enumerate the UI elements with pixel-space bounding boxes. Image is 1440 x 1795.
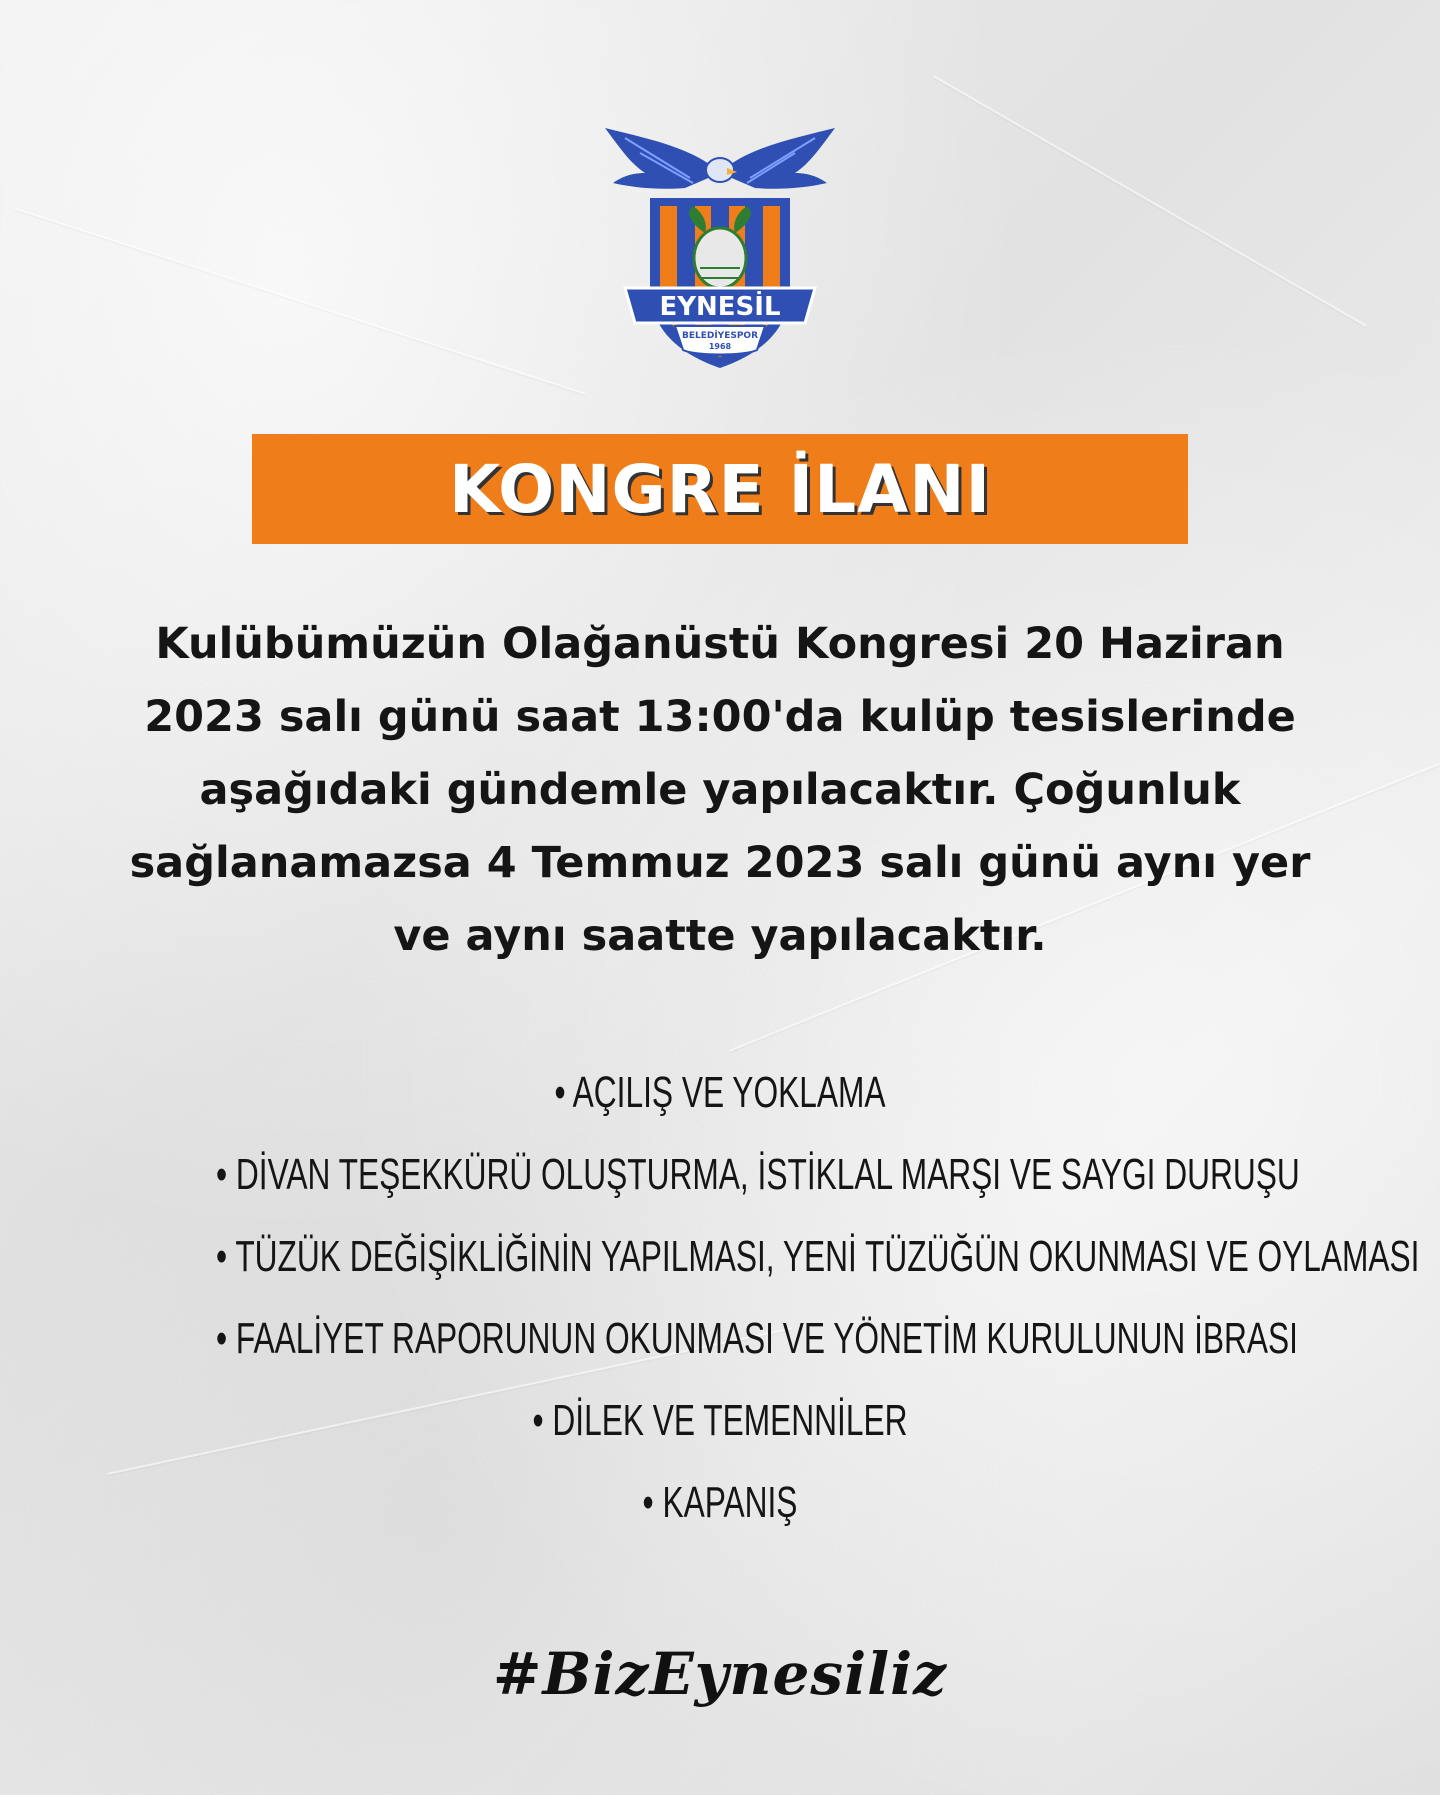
agenda-item: • DİLEK VE TEMENNİLER bbox=[532, 1396, 908, 1445]
club-subtitle: BELEDİYESPOR bbox=[681, 331, 759, 341]
agenda-item: • AÇILIŞ VE YOKLAMA bbox=[554, 1068, 886, 1117]
intro-paragraph bbox=[60, 608, 1380, 973]
hashtag: #BizEynesiliz bbox=[492, 1640, 948, 1708]
agenda-item: • KAPANIŞ bbox=[642, 1478, 798, 1527]
paper-crease bbox=[933, 75, 1367, 327]
announcement-title: KONGRE İLANI bbox=[448, 450, 992, 528]
agenda-item: • FAALİYET RAPORUNUN OKUNMASI VE YÖNETİM KURULUNUN İBRASI bbox=[215, 1314, 1298, 1363]
paper-crease bbox=[14, 207, 585, 394]
eagle-right-wing bbox=[720, 128, 835, 189]
intro-line: aşağıdaki gündemle yapılacaktır. Çoğunluk bbox=[199, 765, 1241, 815]
intro-line: ve aynı saatte yapılacaktır. bbox=[393, 911, 1047, 961]
club-name: EYNESİL bbox=[659, 292, 781, 322]
club-crest-logo bbox=[605, 128, 835, 378]
intro-line: Kulübümüzün Olağanüstü Kongresi 20 Haziran bbox=[155, 619, 1285, 669]
intro-line: sağlanamazsa 4 Temmuz 2023 salı günü aynı yer bbox=[129, 838, 1311, 888]
agenda-list bbox=[20, 1052, 1420, 1544]
club-year: 1968 bbox=[708, 342, 732, 351]
agenda-item: • DİVAN TEŞEKKÜRÜ OLUŞTURMA, İSTİKLAL MARŞI VE SAYGI DURUŞU bbox=[215, 1150, 1300, 1199]
title-banner bbox=[252, 434, 1188, 544]
agenda-item: • TÜZÜK DEĞİŞİKLİĞİNİN YAPILMASI, YENİ TÜZÜĞÜN OKUNMASI VE OYLAMASI bbox=[215, 1232, 1420, 1281]
eagle-left-wing bbox=[605, 128, 720, 189]
intro-line: 2023 salı günü saat 13:00'da kulüp tesislerinde bbox=[144, 692, 1296, 742]
